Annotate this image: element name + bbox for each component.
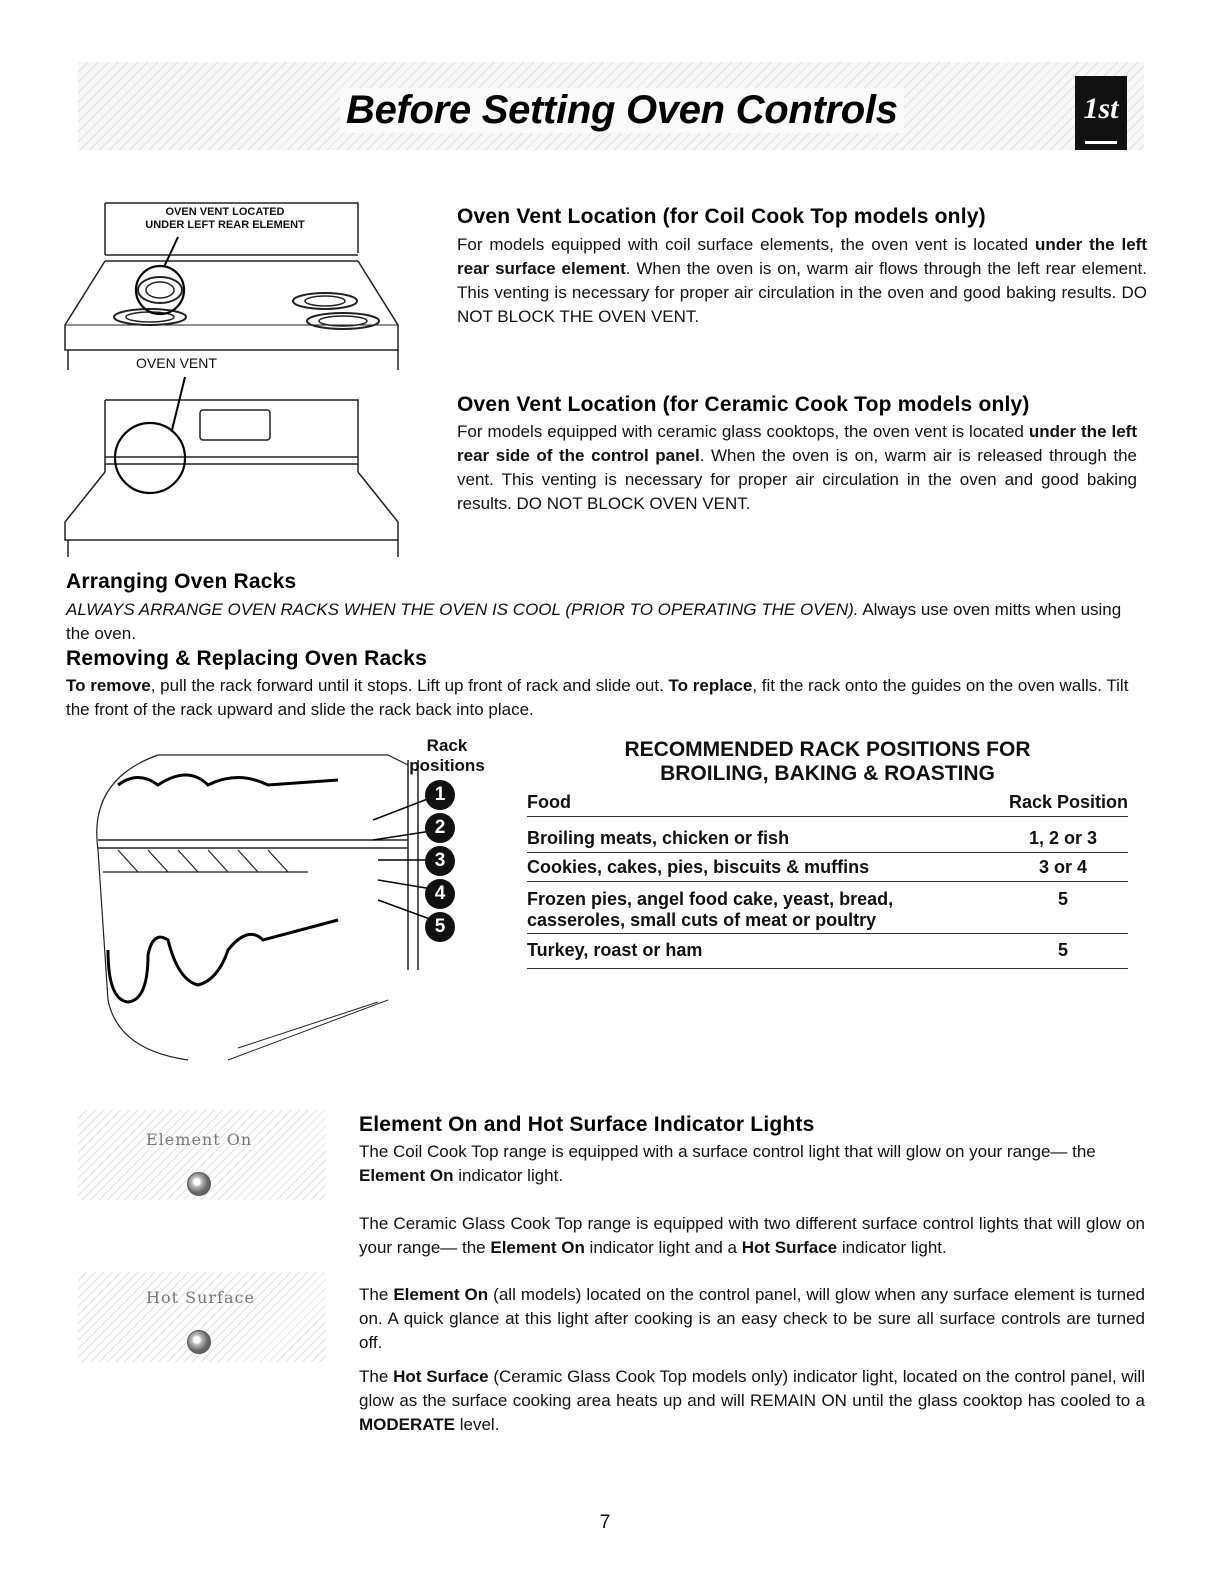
page-number: 7 <box>599 1512 611 1533</box>
row-food-line1: Frozen pies, angel food cake, yeast, bread, <box>527 889 894 909</box>
coil-vent-text <box>457 233 1147 329</box>
p2-text2: indicator light and a <box>584 1238 742 1257</box>
removing-bold1: To remove <box>66 676 151 695</box>
rack-table-title <box>527 738 1128 786</box>
indicators-p3 <box>359 1283 1145 1355</box>
ceramic-text-part1: For models equipped with ceramic glass cooktops, the oven vent is located <box>457 422 1029 441</box>
element-on-lamp-icon <box>187 1172 211 1196</box>
ceramic-text-part2: . When the oven is on, warm air is released through the vent. This venting is necessary for proper air circulation in the oven and good baking results. DO NOT BLOCK OVEN VENT. <box>457 446 1137 513</box>
p3-text1: The <box>359 1285 394 1304</box>
p4-text2: (Ceramic Glass Cook Top models only) indicator light, located on the control panel, will glow as the surface cooking area heats up and will REMAIN ON until the glass cooktop has cooled to a <box>359 1367 1145 1410</box>
p2-bold2: Hot Surface <box>741 1238 838 1257</box>
arranging-rest: Always use oven mitts when using the oven. <box>66 600 1122 643</box>
page-title: Before Setting Oven Controls <box>340 88 904 133</box>
coil-caption-line1: OVEN VENT LOCATED <box>165 206 285 218</box>
row-food-line2: casseroles, small cuts of meat or poultry <box>527 910 877 930</box>
element-on-panel-label: Element On <box>146 1130 253 1149</box>
table-row <box>527 828 1128 853</box>
indicators-title: Element On and Hot Surface Indicator Lights <box>359 1113 815 1136</box>
p1-text2: indicator light. <box>453 1166 564 1185</box>
p2-bold1: Element On <box>490 1238 585 1257</box>
p3-bold1: Element On <box>393 1285 489 1304</box>
p4-text3: level. <box>455 1415 500 1434</box>
removing-bold2: To replace <box>668 676 753 695</box>
rack-positions-label <box>402 736 492 776</box>
p4-bold1: Hot Surface <box>393 1367 489 1386</box>
rack-number-4: 4 <box>425 879 455 909</box>
removing-text1: , pull the rack forward until it stops. Lift up front of rack and slide out. <box>150 676 669 695</box>
p3-text2: (all models) located on the control panel, will glow when any surface element is turned on. A quick glance at this light after cooking is an easy check to be sure all surface controls are turned off. <box>359 1285 1145 1352</box>
chapter-badge <box>1075 76 1127 150</box>
ceramic-text-bold: under the left rear side of the control panel <box>457 422 1137 465</box>
row-position: 5 <box>1057 940 1068 960</box>
col-food: Food <box>527 792 571 812</box>
hot-surface-panel-label: Hot Surface <box>146 1288 255 1307</box>
table-row <box>527 889 1128 934</box>
coil-vent-title: Oven Vent Location (for Coil Cook Top models only) <box>457 205 986 228</box>
rack-number-5: 5 <box>425 912 455 942</box>
col-rack-position: Rack Position <box>1008 792 1128 812</box>
row-food: Cookies, cakes, pies, biscuits & muffins <box>527 857 870 877</box>
ceramic-vent-title: Oven Vent Location (for Ceramic Cook Top models only) <box>457 393 1030 416</box>
arranging-title: Arranging Oven Racks <box>66 570 297 593</box>
row-food: Turkey, roast or ham <box>527 940 703 960</box>
indicators-p1 <box>359 1140 1145 1188</box>
ceramic-cooktop-figure <box>60 372 405 562</box>
row-position: 5 <box>1057 889 1068 909</box>
arranging-text <box>66 598 1146 646</box>
p1-bold1: Element On <box>359 1166 454 1185</box>
rack-table-title-line2: BROILING, BAKING & ROASTING <box>660 762 995 785</box>
coil-text-bold: under the left rear surface element <box>457 235 1147 278</box>
indicators-p4 <box>359 1365 1145 1437</box>
row-food <box>527 889 893 931</box>
row-position: 3 or 4 <box>1038 857 1088 877</box>
rack-number-3: 3 <box>425 846 455 876</box>
chapter-badge-text: 1st <box>1083 92 1119 125</box>
coil-caption <box>110 206 340 232</box>
p2-text1: The Ceramic Glass Cook Top range is equipped with two different surface control lights that will glow on your range— the <box>359 1214 1145 1257</box>
element-on-panel <box>78 1110 326 1200</box>
rack-label-line1: Rack <box>426 736 468 755</box>
removing-text2: , fit the rack onto the guides on the oven walls. Tilt the front of the rack upward and slide the rack back into place. <box>66 676 1129 719</box>
rack-label-line2: positions <box>409 756 485 775</box>
arranging-italic: ALWAYS ARRANGE OVEN RACKS WHEN THE OVEN IS COOL (PRIOR TO OPERATING THE OVEN). <box>66 600 859 619</box>
oven-rack-figure <box>78 740 468 1070</box>
table-row <box>527 857 1128 882</box>
coil-text-part1: For models equipped with coil surface elements, the oven vent is located <box>457 235 1035 254</box>
rack-number-2: 2 <box>425 813 455 843</box>
p4-text1: The <box>359 1367 394 1386</box>
hot-surface-lamp-icon <box>187 1330 211 1354</box>
removing-text <box>66 674 1146 722</box>
row-position: 1, 2 or 3 <box>1028 828 1098 848</box>
ceramic-caption: OVEN VENT <box>136 355 217 371</box>
coil-text-part2: . When the oven is on, warm air flows through the left rear element. This venting is necessary for proper air circulation in the oven and good baking results. DO NOT BLOCK THE OVEN VENT. <box>457 259 1147 326</box>
removing-title: Removing & Replacing Oven Racks <box>66 647 427 670</box>
indicators-p2 <box>359 1212 1145 1260</box>
badge-underline <box>1085 141 1117 144</box>
rack-table-header <box>527 792 1128 817</box>
rack-table-title-line1: RECOMMENDED RACK POSITIONS FOR <box>624 738 1031 761</box>
p1-text1: The Coil Cook Top range is equipped with a surface control light that will glow on your range— the <box>359 1142 1096 1161</box>
ceramic-vent-text <box>457 420 1137 516</box>
hot-surface-panel <box>78 1272 326 1362</box>
rack-number-1: 1 <box>425 780 455 810</box>
table-row <box>527 940 1128 969</box>
coil-caption-line2: UNDER LEFT REAR ELEMENT <box>145 219 305 231</box>
p2-text3: indicator light. <box>837 1238 947 1257</box>
p4-bold2: MODERATE <box>359 1415 456 1434</box>
row-food: Broiling meats, chicken or fish <box>527 828 790 848</box>
